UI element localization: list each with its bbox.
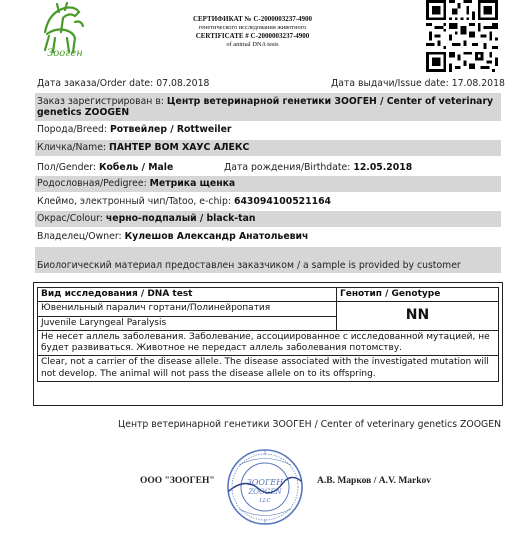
gender-row xyxy=(37,162,173,173)
colour-row xyxy=(37,213,256,224)
registered-value-2: genetics ZOOGEN xyxy=(37,107,130,118)
registered-at xyxy=(37,96,493,118)
certificate-title xyxy=(150,15,355,49)
company-name: ООО "ЗООГЕН" xyxy=(140,476,215,486)
name-row xyxy=(37,142,249,153)
svg-text:ЗООГЕН: ЗООГЕН xyxy=(246,478,284,487)
colour-value: черно-подпалый / black-tan xyxy=(105,213,256,224)
genotype-value: NN xyxy=(337,302,499,331)
breed-row xyxy=(37,124,231,135)
svg-text:ZOOGEN: ZOOGEN xyxy=(248,488,282,496)
qr-code xyxy=(424,0,500,72)
issue-date-label: Дата выдачи/Issue date: xyxy=(331,78,452,89)
company-stamp xyxy=(225,447,305,527)
owner-label: Владелец/Owner: xyxy=(37,231,125,242)
logo-text: Зооген xyxy=(47,48,83,59)
table-row xyxy=(38,302,499,316)
table-row xyxy=(38,330,499,356)
cert-number-en: CERTIFICATE # С-2000003237-4900 xyxy=(195,31,310,40)
test-name-ru: Ювенильный паралич гортани/Полинейропатия xyxy=(38,302,337,316)
owner-value: Кулешов Александр Анатольевич xyxy=(124,231,309,242)
birthdate-value: 12.05.2018 xyxy=(353,162,413,173)
chip-value: 643094100521164 xyxy=(233,196,332,207)
cert-number-ru: СЕРТИФИКАТ № С-2000003237-4900 xyxy=(192,15,313,23)
col-header-test: Вид исследования / DNA test xyxy=(38,288,337,302)
footer-center: Центр ветеринарной генетики ЗООГЕН / Center of veterinary genetics ZOOGEN xyxy=(118,419,502,430)
pedigree-label: Родословная/Pedigree: xyxy=(37,178,150,189)
test-name-en: Juvenile Laryngeal Paralysis xyxy=(38,316,337,330)
signatory-name: А.В. Марков / A.V. Markov xyxy=(317,476,432,486)
birthdate-label: Дата рождения/Birthdate: xyxy=(224,162,354,173)
owner-row xyxy=(37,231,308,242)
result-ru: Не несет аллель заболевания. Заболевание, ассоциированное с исследованной мутацией, не будет развиваться. Животное не передаст аллель заболевания потомству. xyxy=(38,330,499,356)
breed-value: Ротвейлер / Rottweiler xyxy=(109,124,232,135)
svg-text:LLC: LLC xyxy=(259,498,271,504)
registered-value-1: Центр ветеринарной генетики ЗООГЕН / Center of veterinary xyxy=(166,96,494,107)
cert-subtitle-en: of animal DNA tests xyxy=(226,40,279,48)
sample-note: Биологический материал предоставлен заказчиком / a sample is provided by customer xyxy=(37,260,461,271)
chip-row xyxy=(37,196,331,207)
pedigree-value: Метрика щенка xyxy=(149,178,236,189)
pedigree-row xyxy=(37,178,235,189)
gender-value: Кобель / Male xyxy=(98,162,174,173)
cert-subtitle-ru: генетического исследования животного xyxy=(198,23,307,31)
dna-results-table xyxy=(37,287,499,382)
breed-label: Порода/Breed: xyxy=(37,124,110,135)
issue-date xyxy=(331,78,505,89)
order-date-label: Дата заказа/Order date: xyxy=(37,78,157,89)
colour-label: Окрас/Colour: xyxy=(37,213,106,224)
order-date-value: 07.08.2018 xyxy=(156,78,210,89)
chip-label: Клеймо, электронный чип/Tatoo, e-chip: xyxy=(37,196,234,207)
table-row xyxy=(38,356,499,382)
order-date xyxy=(37,78,209,89)
gender-label: Пол/Gender: xyxy=(37,162,99,173)
name-label: Кличка/Name: xyxy=(37,142,110,153)
table-header-row xyxy=(38,288,499,302)
result-en: Clear, not a carrier of the disease allele. The disease associated with the investigated mutation will not develop. The animal will not pass the disease allele on to its offspring. xyxy=(38,356,499,382)
registered-label: Заказ зарегистрирован в: xyxy=(37,96,167,107)
col-header-genotype: Генотип / Genotype xyxy=(337,288,499,302)
issue-date-value: 17.08.2018 xyxy=(451,78,505,89)
birthdate-row xyxy=(224,162,412,173)
name-value: ПАНТЕР ВОМ ХАУС АЛЕКС xyxy=(109,142,250,153)
